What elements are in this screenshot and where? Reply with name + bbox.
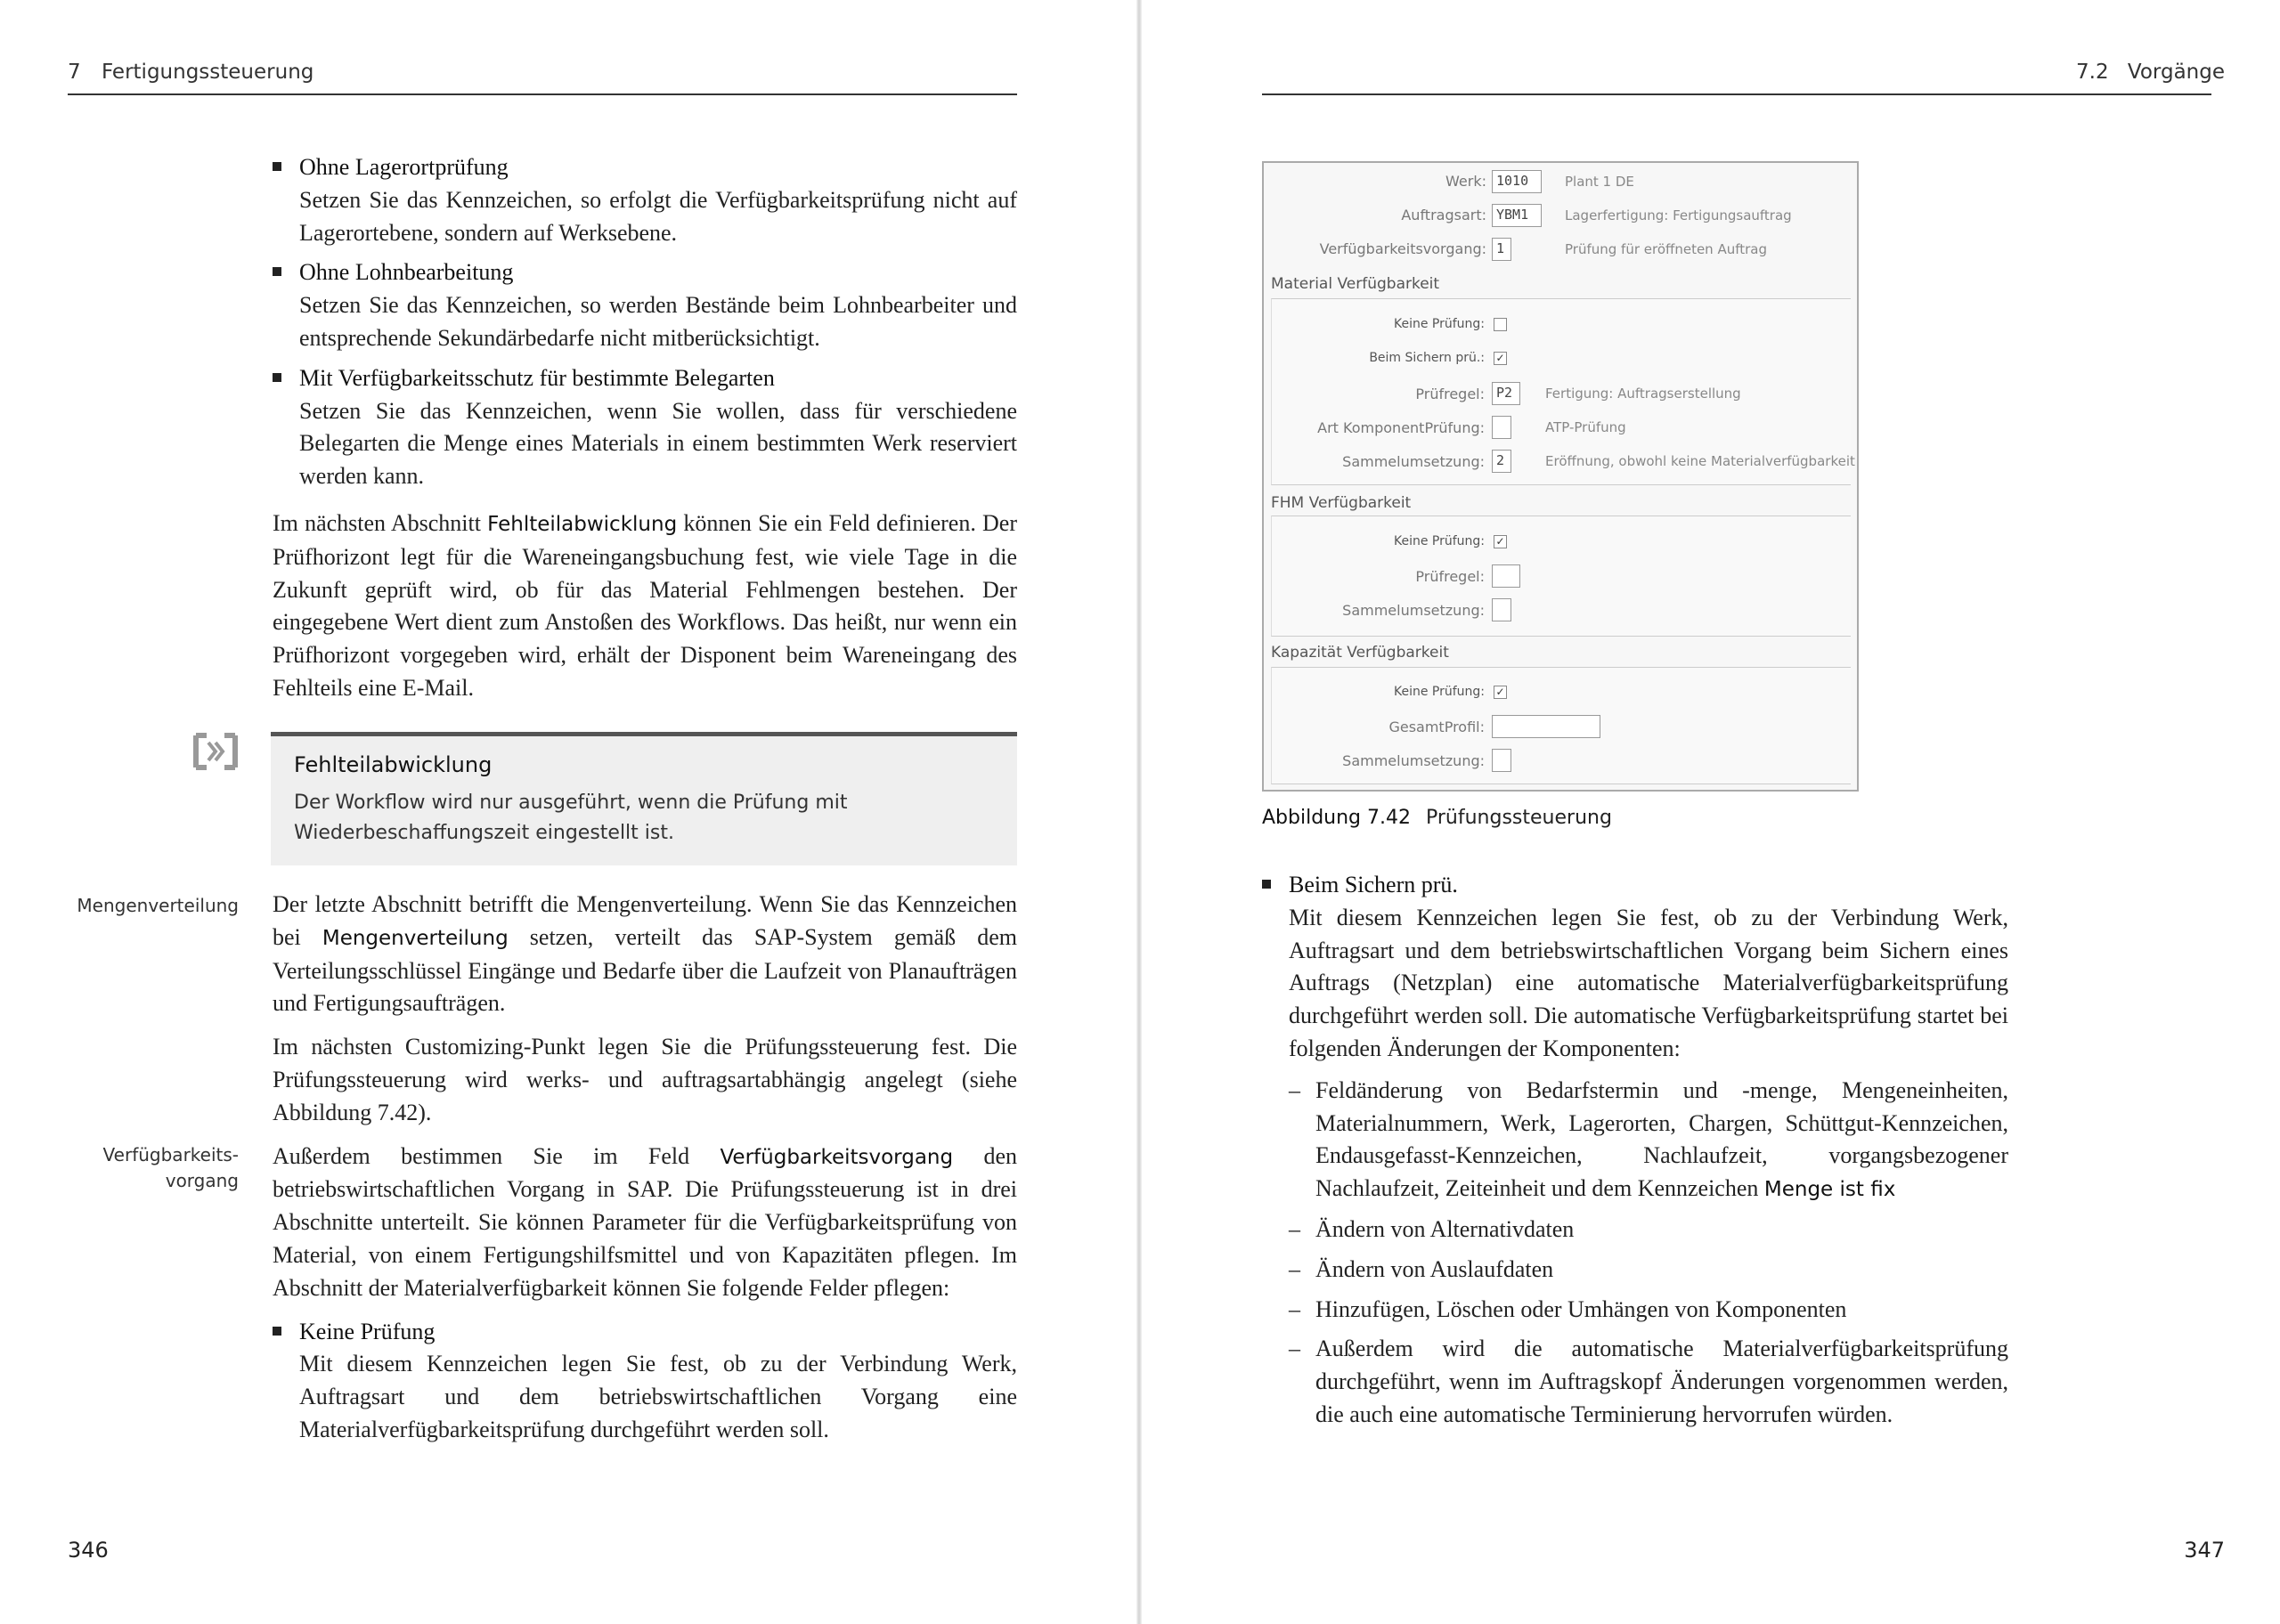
kap-keine-pruefung-checkbox[interactable]: ✓ (1494, 686, 1507, 699)
paragraph-verfuegbarkeitsvorgang (273, 1141, 1017, 1305)
dash-item (1289, 1294, 2008, 1327)
list-item (273, 1316, 1017, 1447)
list-item (273, 256, 1017, 354)
verfuegbarkeitsvorgang-label: Verfügbarkeitsvorgang: (1319, 240, 1486, 257)
paragraph-pruefungssteuerung: Im nächsten Customizing-Punkt legen Sie die Prüfungssteuerung fest. Die Prüfungssteuerung wird werks- und auftragsartabhängig angelegt (siehe Abbildung 7.42). (273, 1034, 1017, 1125)
werk-label: Werk: (1445, 173, 1486, 190)
dash-marker: – (1289, 1215, 1300, 1242)
text-span: setzen, verteilt das SAP-System gemäß dem Verteilungsschlüssel Eingänge und Bedarfe über die Laufzeit von Planaufträgen und Fertigungsaufträgen. (273, 923, 1017, 1017)
text-span: Außerdem wird die automatische Materialverfügbarkeitsprüfung durchgeführt, wenn im Auftragskopf Änderungen vorgenommen werden, die auch eine automatische Terminierung hervorrufen würden. (1315, 1336, 2008, 1427)
chapter-title: Fertigungssteuerung (101, 61, 314, 84)
bullet-square-icon (273, 267, 281, 276)
fhm-pruefregel-field[interactable] (1492, 564, 1520, 588)
section-title: Vorgänge (2127, 61, 2225, 84)
dash-item (1289, 1254, 2008, 1287)
section-title-material: Material Verfügbarkeit (1271, 275, 1440, 293)
bullet-square-icon (1262, 880, 1271, 889)
text-span: Außerdem bestimmen Sie im Feld (273, 1142, 721, 1169)
header-rule (68, 93, 1017, 95)
dash-item (1289, 1075, 2008, 1206)
dash-item (1289, 1214, 2008, 1246)
left-page (0, 0, 1138, 1624)
text-span: den betriebswirtschaftlichen Vorgang in SAP. Die Prüfungssteuerung ist in drei Abschnitte unterteilt. Sie können Parameter für die Verfügbarkeitsprüfung von Material, von einem Fertigungshilfsmittel und von Kapazitäten pflegen. Im Abschnitt der Materialverfügbarkeit können Sie folgende Felder pflegen: (273, 1142, 1017, 1301)
sammelumsetzung-field[interactable]: 2 (1492, 450, 1511, 473)
auftragsart-field[interactable]: YBM1 (1492, 204, 1542, 227)
figure-caption-label: Abbildung 7.42 (1262, 807, 1411, 829)
running-head-right (2076, 61, 2225, 84)
list-item-title: Mit Verfügbarkeitsschutz für bestimmte Belegarten (299, 364, 775, 391)
left-body-top (273, 151, 1017, 716)
dash-marker: – (1289, 1255, 1300, 1282)
left-body-bottom (273, 889, 1017, 1454)
section-title-kapazitaet: Kapazität Verfügbarkeit (1271, 644, 1449, 662)
section-title-fhm: FHM Verfügbarkeit (1271, 494, 1412, 512)
highlight-term: Menge ist fix (1763, 1178, 1896, 1202)
bullet-square-icon (273, 1327, 281, 1336)
text-span: Ändern von Auslaufdaten (1315, 1255, 1554, 1282)
text-span: Im nächsten Abschnitt (273, 509, 488, 536)
dash-marker: – (1289, 1295, 1300, 1322)
note-box-text: Der Workflow wird nur ausgeführt, wenn die Prüfung mit Wiederbeschaffungszeit eingestellt ist. (294, 792, 848, 844)
list-item-title: Ohne Lagerortprüfung (299, 154, 509, 180)
list-item-text: Mit diesem Kennzeichen legen Sie fest, ob zu der Verbindung Werk, Auftragsart und dem betriebswirtschaftlichen Vorgang beim Sichern eines Auftrags (Netzplan) eine automatische Materialverfügbarkeitsprüfung durchgeführt werden soll. Die automatische Verfügbarkeitsprüfung startet bei folgenden Änderungen der Komponenten: (1289, 904, 2008, 1061)
right-body (1262, 869, 2008, 1439)
figure-caption-text: Prüfungssteuerung (1426, 807, 1612, 829)
art-komponentpruefung-description: ATP-Prüfung (1545, 419, 1626, 435)
list-item (273, 362, 1017, 493)
margin-note-mengenverteilung: Mengenverteilung (77, 895, 239, 916)
section-number: 7.2 (2076, 61, 2109, 84)
bullet-square-icon (273, 162, 281, 171)
list-item-title: Keine Prüfung (299, 1318, 436, 1344)
verfuegbarkeitsvorgang-field[interactable]: 1 (1492, 238, 1511, 261)
paragraph-fehlteil (273, 508, 1017, 705)
text-span: Ändern von Alternativdaten (1315, 1215, 1575, 1242)
figure-caption (1262, 807, 1612, 829)
pruefregel-label: Prüfregel: (1415, 386, 1485, 402)
margin-note-line: Verfügbarkeits- (102, 1144, 239, 1165)
list-item-text: Setzen Sie das Kennzeichen, so werden Bestände beim Lohnbearbeiter und entsprechende Sekundärbedarfe nicht mitberücksichtigt. (299, 292, 1017, 351)
art-komponentpruefung-field[interactable] (1492, 416, 1511, 439)
list-item (1262, 869, 2008, 1066)
pruefregel-description: Fertigung: Auftragserstellung (1545, 386, 1741, 402)
list-item (273, 151, 1017, 249)
kap-sammelumsetzung-label: Sammelumsetzung: (1342, 752, 1485, 769)
dash-marker: – (1289, 1076, 1300, 1103)
margin-note-verfuegbarkeitsvorgang (36, 1142, 239, 1194)
auftragsart-description: Lagerfertigung: Fertigungsauftrag (1565, 207, 1792, 223)
gesamtprofil-field[interactable] (1492, 715, 1600, 738)
beim-sichern-label: Beim Sichern prü.: (1369, 351, 1485, 365)
sammelumsetzung-label: Sammelumsetzung: (1342, 453, 1485, 470)
pruefregel-field[interactable]: P2 (1492, 382, 1520, 405)
highlight-term: Fehlteilabwicklung (487, 512, 678, 536)
art-komponentpruefung-label: Art KomponentPrüfung: (1317, 419, 1485, 436)
auftragsart-label: Auftragsart: (1401, 207, 1486, 223)
note-box-title: Fehlteilabwicklung (294, 752, 493, 777)
gesamtprofil-label: GesamtProfil: (1388, 719, 1485, 735)
dash-list (1262, 1075, 2008, 1432)
fhm-pruefregel-label: Prüfregel: (1415, 568, 1485, 585)
arrow-right-note-icon (192, 732, 239, 771)
fhm-keine-pruefung-label: Keine Prüfung: (1393, 534, 1485, 548)
highlight-term: Verfügbarkeitsvorgang (720, 1145, 954, 1169)
fhm-keine-pruefung-checkbox[interactable]: ✓ (1494, 535, 1507, 548)
kap-keine-pruefung-label: Keine Prüfung: (1393, 685, 1485, 699)
keine-pruefung-label: Keine Prüfung: (1393, 317, 1485, 331)
werk-field[interactable]: 1010 (1492, 170, 1542, 193)
page-number-left: 346 (68, 1538, 109, 1563)
sammelumsetzung-description: Eröffnung, obwohl keine Materialverfügbarkeit (1545, 453, 1855, 469)
list-item-text: Setzen Sie das Kennzeichen, so erfolgt die Verfügbarkeitsprüfung nicht auf Lagerortebene, sondern auf Werksebene. (299, 186, 1017, 246)
highlight-term: Mengenverteilung (322, 926, 509, 950)
kap-sammelumsetzung-field[interactable] (1492, 749, 1511, 772)
fhm-sammelumsetzung-field[interactable] (1492, 598, 1511, 621)
text-span: Hinzufügen, Löschen oder Umhängen von Komponenten (1315, 1295, 1847, 1322)
list-item-title: Beim Sichern prü. (1289, 872, 1458, 897)
beim-sichern-checkbox[interactable]: ✓ (1494, 352, 1507, 365)
keine-pruefung-checkbox[interactable] (1494, 318, 1507, 331)
werk-description: Plant 1 DE (1565, 174, 1634, 190)
text-span: können Sie ein Feld definieren. Der Prüfhorizont legt für die Wareneingangsbuchung fest, wie viele Tage in die Zukunft geprüft wird, ob für das Material Fehlmengen bestehen. Der eingegebene Wert dient zum Anstoßen des Workflows. Das heißt, nur wenn ein Prüfhorizont vorgegeben wird, erhält der Disponent beim Wareneingang des Fehlteils eine E-Mail. (273, 509, 1017, 701)
list-item-text: Mit diesem Kennzeichen legen Sie fest, ob zu der Verbindung Werk, Auftragsart und dem betriebswirtschaftlichen Vorgang eine Materialverfügbarkeitsprüfung durchgeführt werden soll. (299, 1351, 1017, 1442)
dash-marker: – (1289, 1336, 1300, 1362)
sap-screenshot (1262, 161, 1859, 792)
fhm-sammelumsetzung-label: Sammelumsetzung: (1342, 602, 1485, 619)
text-span: Feldänderung von Bedarfstermin und -menge, Mengeneinheiten, Materialnummern, Werk, Lagerorten, Chargen, Schüttgut-Kennzeichen, Endausgefasst-Kennzeichen, Nachlaufzeit, vorgangsbezogener Nachlaufzeit, Zeiteinheit und dem Kennzeichen (1315, 1076, 2008, 1202)
paragraph-mengenverteilung (273, 889, 1017, 1020)
note-box (271, 732, 1017, 865)
page-number-right: 347 (2184, 1538, 2225, 1563)
header-rule (1262, 93, 2211, 95)
bullet-square-icon (273, 373, 281, 382)
list-item-title: Ohne Lohnbearbeitung (299, 259, 514, 286)
list-item-text: Setzen Sie das Kennzeichen, wenn Sie wollen, dass für verschiedene Belegarten die Menge eines Materials in einem bestimmten Werk reserviert werden kann. (299, 397, 1017, 490)
running-head-left (68, 61, 314, 84)
chapter-number: 7 (68, 61, 81, 84)
text-span: Der letzte Abschnitt betrifft die Mengenverteilung. Wenn Sie das Kennzeichen bei (273, 891, 1017, 950)
verfuegbarkeitsvorgang-description: Prüfung für eröffneten Auftrag (1565, 241, 1768, 257)
dash-item (1289, 1333, 2008, 1431)
margin-note-line: vorgang (165, 1170, 239, 1191)
